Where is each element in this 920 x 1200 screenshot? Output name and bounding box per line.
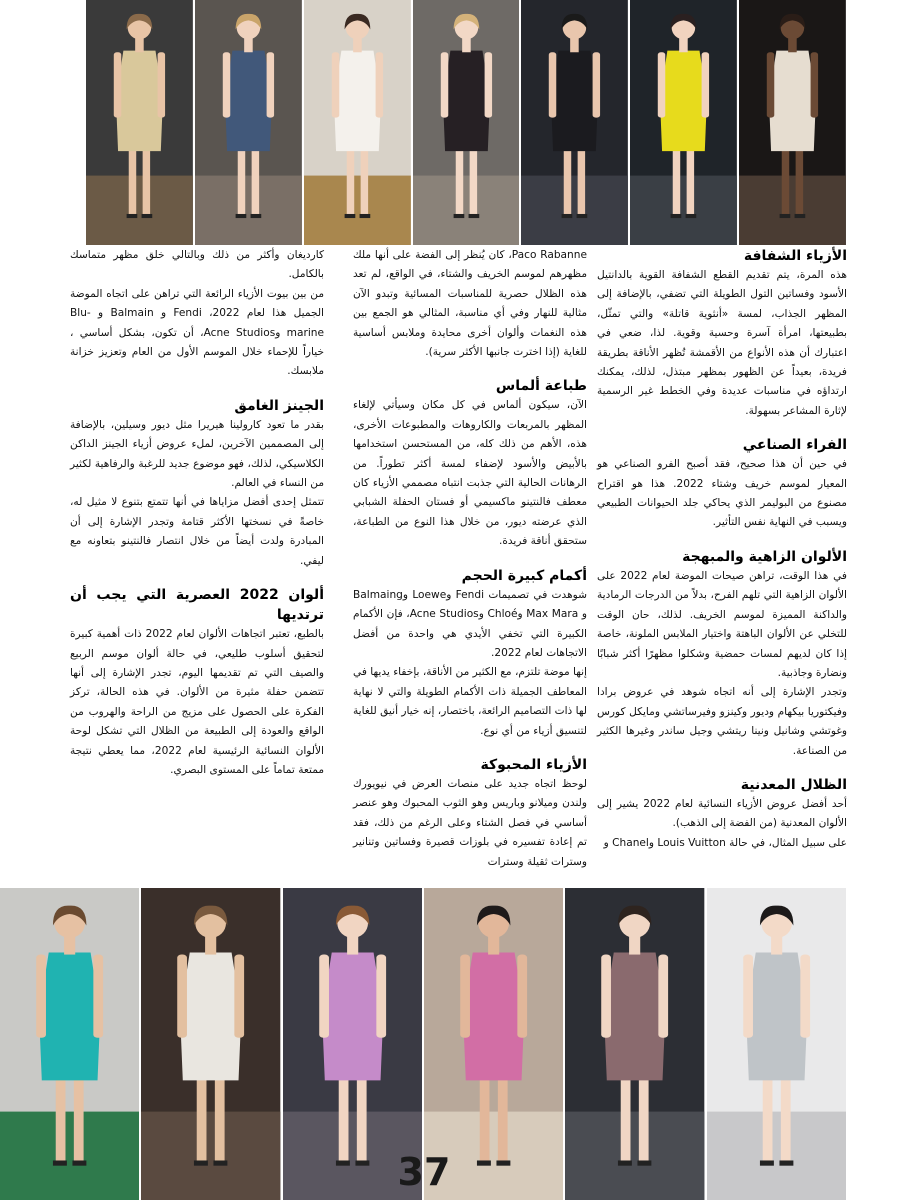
runway-photo-9 [141,888,280,1200]
paragraph: بالطبع، تعتبر اتجاهات الألوان لعام 2022 ذات أهمية كبيرة لتحقيق أسلوب طليعي، في حالة ألوان موسم الربيع والصيف التي تم تقديمها اليوم، تجدر الإشارة إلى أنها تتضمن حفلة مثيرة من الألوان. في هذه الحالة، تركز الفكرة على الحصول على مزيج من الراحة والهروب من الواقع والعودة إلى الطبيعة من الظلال التي تشكل لوحة الألوان النسائية الرئيسية لعام 2022، مما يعطي نتيجة ممتعة تماماً على المستوى البصري. [70,628,325,776]
runway-look-sheer-ruffle-dress [739,0,846,245]
article-column-middle [353,246,587,886]
runway-photo-4 [413,0,520,245]
runway-look-harlequin-gown [565,888,704,1200]
section-diamond-print [353,376,587,551]
paragraph: في حين أن هذا صحيح، فقد أصبح الفرو الصناعي هو المعيار لموسم خريف وشتاء 2022. هذا هو اقتراح مصنوع من البوليمر الذي يحاكي جلد الحيوانات الطبيعي ويسبب في النهاية نفس التأثير. [597,458,847,529]
section-sheer-fashion [597,246,847,421]
runway-photo-1 [86,0,193,245]
paragraph: وتجدر الإشارة إلى أنه اتجاه شوهد في عروض برادا وفيكتوريا بيكهام وديور وكينزو وفيرساتشي ومايكل كورس وغوتشي وشانيل ونينا ريتشي وجيل ساندر وغيرها الكثير من الصناعة. [597,686,847,757]
paragraph: أحد أفضل عروض الأزياء النسائية لعام 2022 يشير إلى الألوان المعدنية (من الفضة إلى الذهب). [597,797,847,830]
paragraph: إنها موضة تلتزم، مع الكثير من الأناقة، بإخفاء يديها في المعاطف الجميلة ذات الأكمام الطويلة والتي لا نهاية لها ذات التصاميم الرائعة، باختصار، إنه خيار أنيق للغاية لتنسيق أزياء من أي نوع. [353,666,587,737]
runway-photo-3 [304,0,411,245]
paragraph: هذه المرة، يتم تقديم القطع الشفافة القوية بالدانتيل الأسود وفساتين التول الطويلة التي تضفي، بالإضافة إلى المظهر الجذاب، لمسة «أنثوية قاتلة» والتي تمثّل، بطبيعتها، امرأة آسرة وحسية وقوية. لذا، ضعي في اعتبارك أن هذه الأنواع من الأقمشة تُظهر الأناقة بطريقة فريدة، بعيداً عن الظهور بمظهر مبتذل، لذلك، يمكنك ارتداؤه في مناسبات عديدة وفي الخطط غير الرسمية لإثارة المشاعر بسهولة. [597,269,847,417]
runway-look-gold-satin-dress [86,0,193,245]
section-dark-denim [70,396,324,571]
section-heading: الألوان الزاهية والمبهجة [682,548,847,565]
paragraph: شوهدت في تصميمات Fendi وLoewe وBalmaing و Max Mara وChloé وAcne Studios، فإن الأكمام الكبيرة التي تخفي الأيدي هي واحدة من أفضل الاتجاهات لعام 2022. [353,588,588,659]
section-knitwear-continued [70,246,324,382]
section-heading: الفراء الصناعي [742,437,847,454]
section-heading: ألوان 2022 العصرية التي يجب أن ترتديها [70,587,324,624]
section-trendy-colors-2022 [70,585,324,780]
article-column-right [597,246,847,886]
section-faux-fur [597,435,847,533]
paragraph: على سبيل المثال، في حالة Louis Vuitton وChanel و [603,836,847,849]
section-heading: الأزياء الشفافة [743,248,847,264]
runway-photo-6 [630,0,737,245]
runway-photo-2 [195,0,302,245]
runway-look-denim-jumpsuit [195,0,302,245]
runway-look-white-puff-sleeve-suit [304,0,411,245]
runway-look-teal-catsuit-trench [0,888,139,1200]
section-heading: الظلال المعدنية [740,776,847,793]
section-heading: أكمام كبيرة الحجم [461,567,587,584]
runway-look-silver-sheer-layer [707,888,846,1200]
article-column-left [70,246,324,886]
runway-photo-5 [521,0,628,245]
runway-photo-13 [707,888,846,1200]
section-heading: طباعة ألماس [495,378,587,395]
section-metallic-continued [353,246,587,362]
paragraph: لوحظ اتجاه جديد على منصات العرض في نيويورك ولندن وميلانو وباريس وهو الثوب المحبوك وهو عنصر أساسي في فصل الشتاء وعلى الرغم من ذلك، فقد تم إعادة تفسيره في بلوزات قصيرة وفساتين وتنانير وسترات ثقيلة وسترات [353,777,587,868]
section-metallic-shades [597,775,847,853]
runway-photo-7 [739,0,846,245]
runway-look-yellow-graphic-dress [630,0,737,245]
paragraph: Paco Rabanne، كان يُنظر إلى الفضة على أنها ملك مظهرهم لموسم الخريف والشتاء، في الواقع، لم تعد هذه الظلال حصرية للمناسبات المسائية وتبدو الآن مثالية للنهار وفي أي مناسبة، المثالي هو الجمع بين هذه النغمات وألوان أخرى محايدة وملابس أساسية للغاية (إذا اخترت جانبها الأكثر سرية). [353,249,587,359]
paragraph: في هذا الوقت، تراهن صيحات الموضة لعام 2022 على الألوان الزاهية التي تلهم الفرح، بدلاً من الدرجات الرمادية والداكنة المميزة لموسم الخريف. لذلك، حان الوقت للتخلي عن الألوان الباهتة واختيار الملابس الملونة، خاصة إذا كان لديهم لمسات حمضية وشكلوا مظهرًا أكثر شبابًا ونضارة وجاذبية. [597,569,847,679]
paragraph: من بين بيوت الأزياء الرائعة التي تراهن على اتجاه الموضة الجميل هذا لعام 2022، Fendi و Balmain و Blu-marine وAcne Studios، أن تكون، بشكل أساسي ، خياراً للإحماء خلال الموسم الأول من العام وتعزيز خزانة ملابسك. [70,287,325,378]
page-number: 37 [397,1150,451,1194]
runway-look-white-pleated-skirt [141,888,280,1200]
runway-photo-12 [565,888,704,1200]
section-oversized-sleeves [353,566,587,741]
runway-photo-8 [0,888,139,1200]
paragraph: الآن، سيكون ألماس في كل مكان وسيأتي لإلغاء المظهر بالمربعات والكاروهات والمطبوعات الأخرى، هذه، الأهم من ذلك كله، من المستحسن استخدامها بالأبيض والأسود لإضفاء لمسة أكثر تطوراً. من الرهانات الحالية التي جذبت انتباه مصممي الأزياء كان معطف فالنتينو ماكسيمي أو فستان الحفلة الشبابي الذي عرضته ديور، من خلال هذا النوع من الطباعة، ستحقق أناقة فريدة. [353,399,587,548]
paragraph: تتمثل إحدى أفضل مزاياها في أنها تتمتع بتنوع لا مثيل له، خاصةً في نسختها الأكثر قتامة وتجدر الإشارة إلى أن المبادرة ولدت أيضاً من خلال انتصار فالنتينو بتعاونه مع ليفي. [70,496,324,567]
top-runway-photo-strip [86,0,846,245]
section-bright-colors [597,547,847,761]
paragraph: بقدر ما تعود كارولينا هيريرا مثل ديور وسيلين، بالإضافة إلى المصممين الآخرين، لملء عروض أزياء الجينز الداكن الكلاسيكي، لذلك، فهو موضوع جديد للرغبة والرفاهية لكثير من النساء في العالم. [70,418,324,490]
section-heading: الأزياء المحبوكة [480,756,587,773]
section-knitwear [353,755,587,872]
section-heading: الجينز الغامق [234,397,324,414]
paragraph: كارديغان وأكثر من ذلك وبالتالي خلق مظهر متماسك بالكامل. [70,249,324,281]
runway-look-black-tulle-gown [413,0,520,245]
runway-look-black-cutout-catsuit [521,0,628,245]
